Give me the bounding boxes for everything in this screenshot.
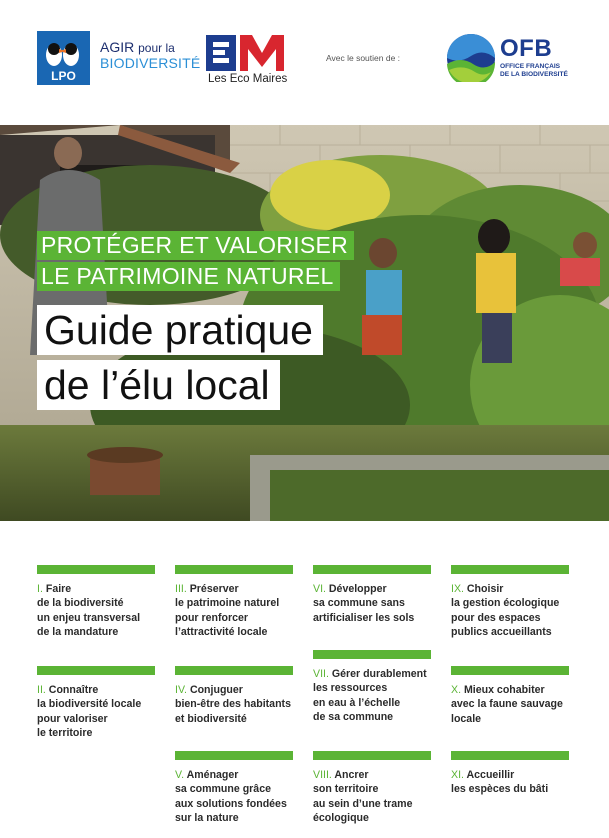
toc-line: son territoire — [313, 783, 379, 796]
pour-la-word: pour la — [138, 41, 175, 55]
lpo-logo-text: LPO — [51, 69, 76, 83]
toc-line: au sein d’une trame — [313, 797, 413, 810]
toc-number: I. — [37, 583, 43, 595]
agir-word: AGIR — [100, 39, 135, 55]
toc-line: les espèces du bâti — [451, 783, 549, 796]
eco-maires-name: Les Eco Maires — [208, 73, 288, 85]
toc-number: VII. — [313, 668, 329, 680]
toc-text — [37, 582, 155, 639]
toc-line: Gérer durablement — [331, 668, 427, 680]
toc-line: le territoire — [37, 726, 93, 739]
header-logos — [0, 0, 609, 125]
toc-line: Connaître — [48, 684, 99, 696]
toc-item-1 — [37, 565, 155, 639]
toc-item-10 — [451, 666, 569, 726]
toc-line: sur la nature — [175, 811, 239, 824]
toc-line: Choisir — [466, 583, 504, 595]
toc-line: écologique — [313, 811, 369, 824]
biodiversite-word: BIODIVERSITÉ — [100, 55, 201, 71]
cover-kicker-line2: LE PATRIMOINE NATUREL — [37, 262, 340, 291]
toc-line: Préserver — [189, 583, 239, 595]
ofb-title: OFB — [500, 35, 553, 62]
toc-line: de la mandature — [37, 625, 119, 638]
toc-bar — [175, 751, 293, 760]
toc-bar — [175, 666, 293, 675]
toc-bar — [175, 565, 293, 574]
toc-line: et biodiversité — [175, 712, 247, 725]
toc-line: artificialiser les sols — [313, 611, 415, 624]
toc-text — [37, 683, 155, 740]
toc-line: de la biodiversité — [37, 597, 124, 610]
toc-line: la biodiversité locale — [37, 698, 142, 711]
toc-line: aux solutions fondées — [175, 797, 287, 810]
toc-bar — [451, 751, 569, 760]
cover-title-line2: de l’élu local — [37, 360, 280, 410]
toc-item-9 — [451, 565, 569, 639]
toc-line: locale — [451, 712, 482, 725]
toc-text — [313, 768, 431, 825]
toc-line: avec la faune sauvage — [451, 698, 563, 711]
toc-line: de sa commune — [313, 710, 394, 723]
toc-bar — [313, 650, 431, 659]
toc-number: IV. — [175, 684, 187, 696]
toc-item-7 — [313, 650, 431, 724]
toc-item-8 — [313, 751, 431, 825]
eco-maires-logo — [206, 33, 284, 71]
toc-line: Faire — [45, 583, 72, 595]
toc-line: pour des espaces — [451, 611, 541, 624]
toc-text — [313, 667, 431, 724]
toc-text — [175, 582, 293, 639]
toc-bar — [37, 565, 155, 574]
toc-line: sa commune sans — [313, 597, 405, 610]
toc-line: la gestion écologique — [451, 597, 560, 610]
toc-line: Conjuguer — [189, 684, 243, 696]
toc-line: Ancrer — [334, 769, 369, 781]
toc-line: en eau à l’échelle — [313, 696, 401, 709]
toc-number: V. — [175, 769, 185, 781]
toc-item-6 — [313, 565, 431, 625]
toc-text — [175, 683, 293, 726]
toc-item-5 — [175, 751, 293, 825]
toc-line: Aménager — [186, 769, 239, 781]
ofb-subtitle — [500, 63, 568, 78]
lpo-logo — [37, 31, 90, 85]
cover-kicker-line1: PROTÉGER ET VALORISER — [37, 231, 354, 260]
toc-item-2 — [37, 666, 155, 740]
toc-number: VIII. — [313, 769, 332, 781]
toc-line: publics accueillants — [451, 625, 552, 638]
toc-bar — [313, 751, 431, 760]
toc-text — [451, 582, 569, 639]
toc-bar — [451, 666, 569, 675]
toc-line: pour renforcer — [175, 611, 248, 624]
toc-number: II. — [37, 684, 46, 696]
toc-number: X. — [451, 684, 462, 696]
toc-line: les ressources — [313, 682, 388, 695]
toc-line: bien-être des habitants — [175, 698, 291, 711]
ofb-logo-mark — [447, 34, 495, 82]
toc-number: XI. — [451, 769, 464, 781]
toc-line: un enjeu transversal — [37, 611, 141, 624]
toc-number: IX. — [451, 583, 464, 595]
toc-item-4 — [175, 666, 293, 726]
toc-bar — [313, 565, 431, 574]
toc-line: le patrimoine naturel — [175, 597, 280, 610]
toc-line: l’attractivité locale — [175, 625, 268, 638]
ofb-subtitle-line1: OFFICE FRANÇAIS — [500, 63, 561, 70]
soutien-text: Avec le soutien de : — [326, 53, 401, 63]
toc-text — [451, 683, 569, 726]
toc-text — [451, 768, 569, 797]
cover-title-line1: Guide pratique — [37, 305, 323, 355]
toc-bar — [451, 565, 569, 574]
toc-text — [313, 582, 431, 625]
toc-bar — [37, 666, 155, 675]
toc-line: pour valoriser — [37, 712, 108, 725]
toc-line: sa commune grâce — [175, 783, 271, 796]
toc-line: Mieux cohabiter — [463, 684, 545, 696]
toc-item-11 — [451, 751, 569, 797]
toc-item-3 — [175, 565, 293, 639]
toc-text — [175, 768, 293, 825]
agir-biodiversite-logo — [100, 40, 200, 71]
toc-number: III. — [175, 583, 187, 595]
toc-line: Accueillir — [466, 769, 515, 781]
toc-line: Développer — [328, 583, 387, 595]
toc-number: VI. — [313, 583, 326, 595]
ofb-subtitle-line2: DE LA BIODIVERSITÉ — [500, 70, 568, 78]
